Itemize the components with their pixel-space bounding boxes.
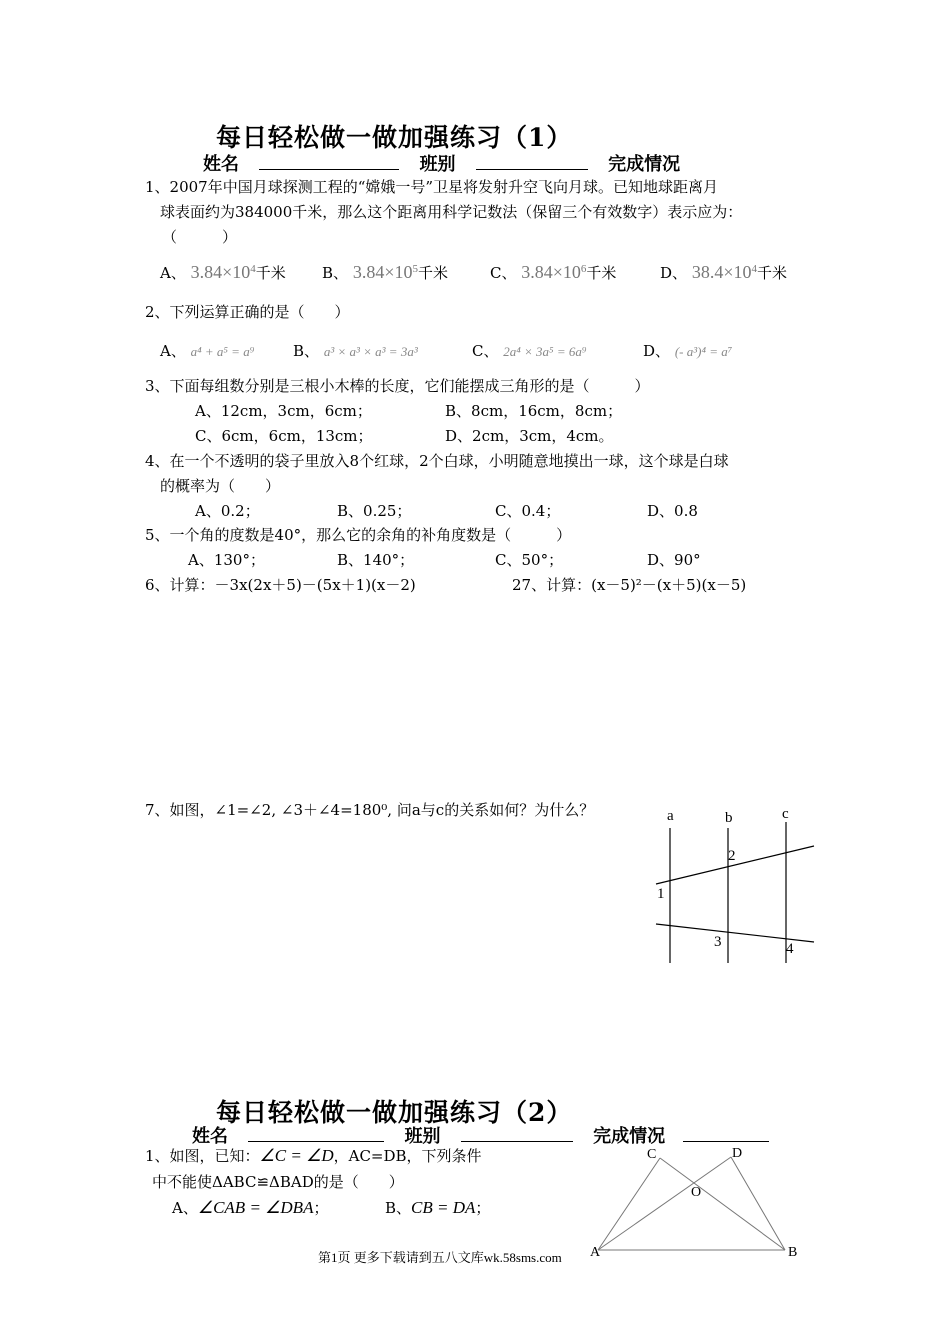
q7-stem: 7、如图，∠1=∠2, ∠3＋∠4=180⁰, 问a与c的关系如何？为什么？	[145, 801, 595, 819]
segment-cb	[660, 1158, 785, 1250]
point-label-b: B	[788, 1245, 798, 1260]
q3-stem: 3、下面每组数分别是三根小木棒的长度，它们能摆成三角形的是（ ）	[145, 377, 650, 395]
q7-parallel-lines-figure	[640, 800, 830, 970]
q3-option-c: C、6cm，6cm，13cm；	[195, 427, 373, 445]
q2-option-c: C、 2a⁴ × 3a⁵ = 6a⁹	[472, 342, 587, 360]
angle-label-2: 2	[728, 848, 736, 864]
q3-option-d: D、2cm，3cm，4cm。	[445, 427, 614, 445]
name-label: 姓名	[192, 1126, 228, 1147]
q6-left: 6、计算：－3x(2x＋5)－(5x＋1)(x－2)	[145, 576, 416, 594]
q3-option-a: A、12cm，3cm，6cm；	[195, 402, 372, 420]
q1-option-b: B、 $3.84\times 10^5$千米	[322, 262, 448, 282]
segment-da	[598, 1157, 731, 1250]
s2q1-option-a: A、∠CAB = ∠DBA；	[172, 1198, 329, 1217]
angle-label-1: 1	[657, 886, 665, 902]
class-blank[interactable]	[461, 1125, 573, 1142]
q2-option-a: A、 a⁴ + a⁵ = a⁹	[160, 342, 255, 360]
label-a: a	[667, 808, 674, 824]
q5-option-b: B、140°；	[337, 551, 415, 569]
section2-title: 每日轻松做一做加强练习（2）	[216, 1098, 573, 1127]
segment-db	[731, 1157, 785, 1250]
q4-option-d: D、0.8	[647, 502, 698, 520]
angle-label-4: 4	[786, 941, 794, 957]
point-label-a: A	[590, 1245, 601, 1260]
q1-line2: 球表面约为384000千米，那么这个距离用科学记数法（保留三个有效数字）表示应为：	[160, 203, 743, 221]
point-label-o: O	[691, 1185, 702, 1200]
class-blank[interactable]	[476, 153, 588, 170]
q6-right: 27、计算：(x－5)²－(x＋5)(x－5)	[512, 576, 747, 594]
s2q1-line2: 中不能使ΔABC≌ΔBAD的是（ ）	[152, 1173, 404, 1191]
segment-ca	[598, 1158, 660, 1250]
name-blank[interactable]	[259, 153, 399, 170]
section1-title: 每日轻松做一做加强练习（1）	[216, 123, 573, 152]
q1-option-c: C、 $3.84\times 10^6$千米	[490, 262, 617, 282]
q2-stem: 2、下列运算正确的是（ ）	[145, 303, 350, 321]
q5-option-d: D、90°	[647, 551, 701, 569]
q5-option-a: A、130°；	[188, 551, 265, 569]
status-label: 完成情况	[593, 1126, 666, 1147]
q4-option-c: C、0.4；	[495, 502, 561, 520]
q4-line1: 4、在一个不透明的袋子里放入8个红球，2个白球，小明随意地摸出一球，这个球是白球	[145, 452, 729, 470]
q2-option-b: B、 a³ × a³ × a³ = 3a³	[293, 342, 418, 360]
point-label-c: C	[647, 1147, 657, 1162]
class-label: 班别	[404, 1126, 441, 1147]
q4-option-b: B、0.25；	[337, 502, 412, 520]
label-c: c	[782, 806, 789, 822]
q2-option-d: D、 (- a³)⁴ = a⁷	[643, 342, 733, 360]
point-label-d: D	[732, 1146, 743, 1161]
name-label: 姓名	[203, 154, 239, 175]
q1-answer-paren: （ ）	[162, 228, 238, 246]
q3-option-b: B、8cm，16cm，8cm；	[445, 402, 623, 420]
page-footer: 第1页 更多下载请到五八文库wk.58sms.com	[318, 1250, 562, 1265]
section1-info-row	[203, 150, 680, 176]
q1-line1: 1、2007年中国月球探测工程的“嫦娥一号”卫星将发射升空飞向月球。已知地球距离月	[145, 178, 719, 196]
q5-stem: 5、一个角的度数是40°，那么它的余角的补角度数是（ ）	[145, 526, 572, 544]
s2q1-triangle-figure	[585, 1140, 805, 1270]
q1-option-a: A、 $3.84\times 10^4$千米	[160, 262, 286, 282]
label-b: b	[725, 810, 733, 826]
class-label: 班别	[419, 154, 456, 175]
transversal-lower	[656, 924, 814, 942]
q5-option-c: C、50°；	[495, 551, 564, 569]
q4-option-a: A、0.2；	[195, 502, 260, 520]
s2q1-option-b: B、CB = DA；	[385, 1198, 491, 1217]
s2q1-line1: 1、如图，已知：∠C = ∠D，AC=DB，下列条件	[145, 1146, 482, 1165]
name-blank[interactable]	[248, 1125, 384, 1142]
q1-option-d: D、 $38.4\times 10^4$千米	[660, 262, 787, 282]
angle-label-3: 3	[714, 934, 722, 950]
status-label: 完成情况	[608, 154, 681, 175]
q4-line2: 的概率为（ ）	[160, 477, 281, 495]
